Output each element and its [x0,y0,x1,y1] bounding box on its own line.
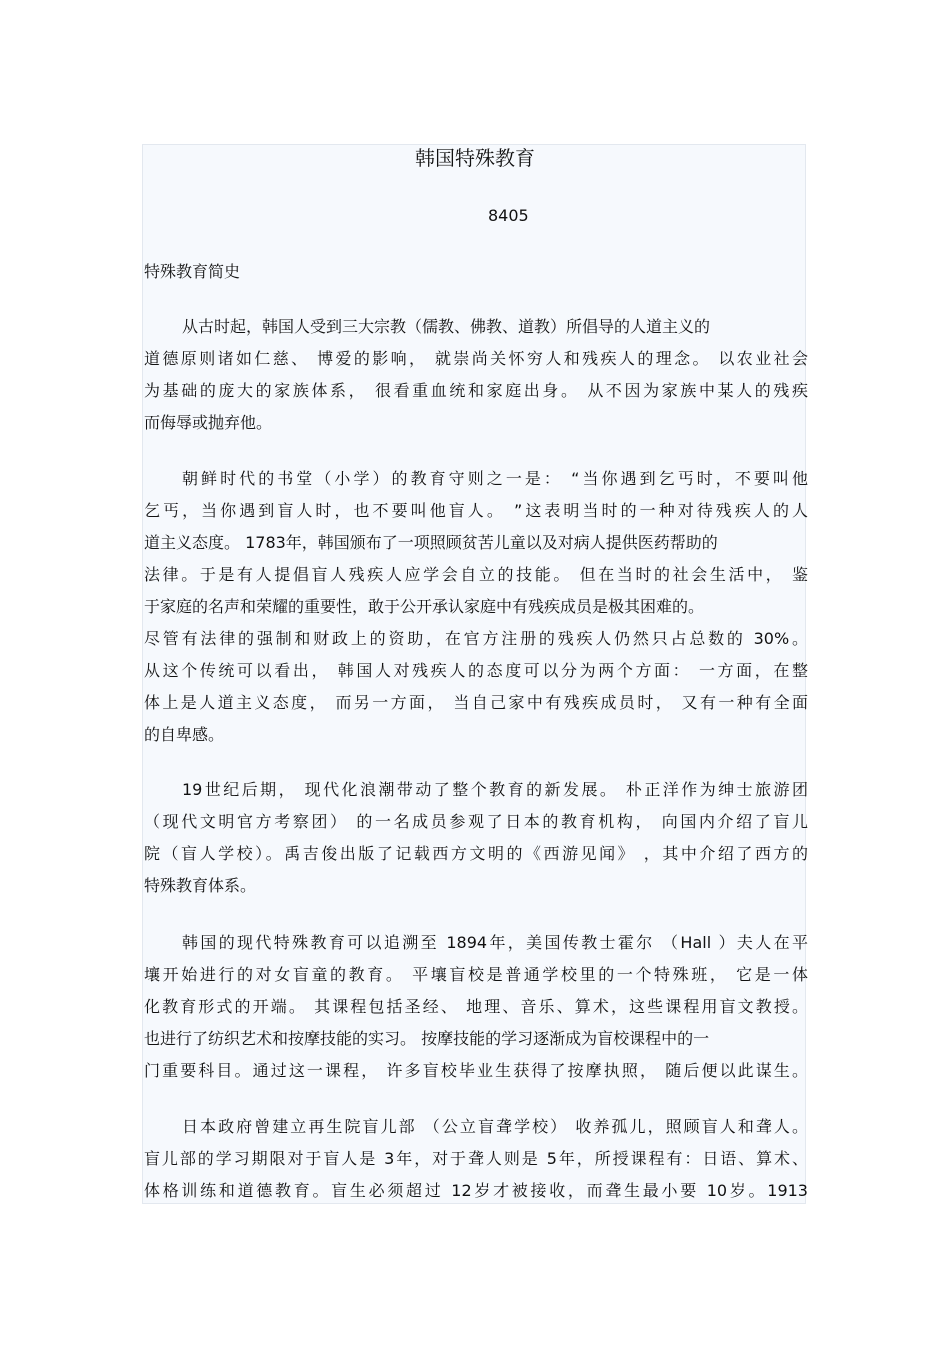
paragraph-line: 从这个传统可以看出， 韩国人对残疾人的态度可以分为两个方面： 一方面，在整 [144,661,808,680]
paragraph-line: 尽管有法律的强制和财政上的资助，在官方注册的残疾人仍然只占总数的 30%。 [144,629,808,648]
paragraph-3 [144,774,808,902]
document-subtitle: 8405 [488,206,529,225]
paragraph-line: 的自卑感。 [144,725,225,744]
paragraph-line: 化教育形式的开端。 其课程包括圣经、 地理、音乐、算术，这些课程用盲文教授。 [144,997,808,1016]
paragraph-line: 道主义态度。 1783年，韩国颁布了一项照顾贫苦儿童以及对病人提供医药帮助的 [144,533,718,552]
paragraph-line: 日本政府曾建立再生院盲儿部 （公立盲聋学校） 收养孤儿，照顾盲人和聋人。 [182,1117,808,1136]
paragraph-line: 院（盲人学校）。禹吉俊出版了记载西方文明的《西游见闻》 ，其中介绍了西方的 [144,844,808,863]
document-title: 韩国特殊教育 [415,146,535,170]
paragraph-line: 朝鲜时代的书堂（小学）的教育守则之一是： “当你遇到乞丐时，不要叫他 [182,469,808,488]
paragraph-line: 为基础的庞大的家族体系， 很看重血统和家庭出身。 从不因为家族中某人的残疾 [144,381,808,400]
section-heading: 特殊教育简史 [144,262,241,281]
paragraph-line: 乞丐，当你遇到盲人时，也不要叫他盲人。 ”这表明当时的一种对待残疾人的人 [144,501,808,520]
paragraph-line: 而侮辱或抛弃他。 [144,413,273,432]
paragraph-line: 道德原则诸如仁慈、 博爱的影响， 就崇尚关怀穷人和残疾人的理念。 以农业社会 [144,349,808,368]
paragraph-1 [144,311,808,439]
paragraph-line: 19世纪后期， 现代化浪潮带动了整个教育的新发展。 朴正洋作为绅士旅游团 [182,780,808,799]
paragraph-line: 于家庭的名声和荣耀的重要性，敢于公开承认家庭中有残疾成员是极其困难的。 [144,597,705,616]
paragraph-2 [144,463,808,751]
paragraph-line: 法律。于是有人提倡盲人残疾人应学会自立的技能。 但在当时的社会生活中， 鉴 [144,565,808,584]
paragraph-line: 盲儿部的学习期限对于盲人是 3年，对于聋人则是 5年，所授课程有：日语、算术、 [144,1149,808,1168]
paragraph-line: 体上是人道主义态度， 而另一方面， 当自己家中有残疾成员时， 又有一种有全面 [144,693,808,712]
paragraph-line: 体格训练和道德教育。盲生必须超过 12岁才被接收，而聋生最小要 10岁。1913 [144,1181,808,1200]
paragraph-line: 特殊教育体系。 [144,876,257,895]
paragraph-4 [144,927,808,1087]
paragraph-5 [144,1111,808,1207]
paragraph-line: 壤开始进行的对女盲童的教育。 平壤盲校是普通学校里的一个特殊班， 它是一体 [144,965,808,984]
paragraph-line: 从古时起，韩国人受到三大宗教（儒教、佛教、道教）所倡导的人道主义的 [182,317,711,336]
paragraph-line: （现代文明官方考察团） 的一名成员参观了日本的教育机构， 向国内介绍了盲儿 [144,812,808,831]
paragraph-line: 韩国的现代特殊教育可以追溯至 1894年，美国传教士霍尔 （Hall ）夫人在平 [182,933,808,952]
paragraph-line: 门重要科目。通过这一课程， 许多盲校毕业生获得了按摩执照， 随后便以此谋生。 [144,1061,808,1080]
paragraph-line: 也进行了纺织艺术和按摩技能的实习。 按摩技能的学习逐渐成为盲校课程中的一 [144,1029,710,1048]
